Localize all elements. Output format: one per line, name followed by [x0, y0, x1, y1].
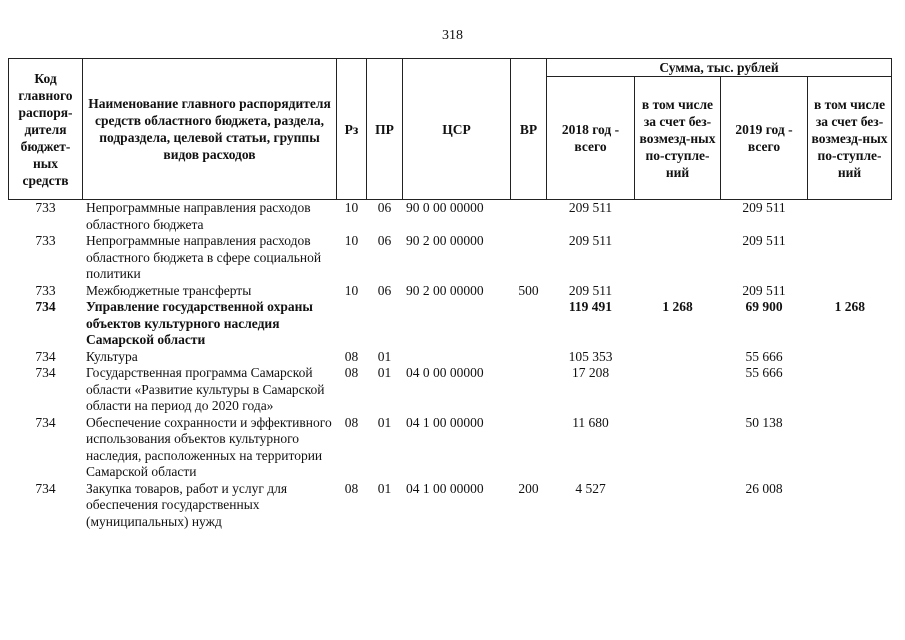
cell-2019-total: 55 666	[745, 348, 783, 364]
cell-vr: 500	[518, 282, 539, 298]
cell-name: Непрограммные направления расходов областного бюджета в сфере социальной политики	[86, 233, 322, 281]
header-sum: Сумма, тыс. рублей	[547, 59, 892, 77]
cell-csr: 04 1 00 00000	[406, 480, 484, 496]
table-header	[9, 59, 892, 200]
cell-2019-total: 50 138	[745, 414, 783, 430]
table-row	[9, 233, 892, 283]
cell-csr: 90 2 00 00000	[406, 282, 484, 298]
cell-2018-total: 209 511	[568, 282, 613, 298]
cell-2019-total: 55 666	[745, 365, 783, 380]
cell-2018-total: 209 511	[568, 233, 613, 248]
cell-rz: 08	[344, 348, 359, 364]
cell-2018-incl	[635, 233, 721, 283]
cell-2019-incl	[808, 481, 892, 531]
table-body	[9, 200, 892, 531]
cell-csr: 04 1 00 00000	[406, 414, 484, 430]
cell-2018-incl	[635, 481, 721, 531]
cell-2018-total: 119 491	[568, 299, 613, 314]
cell-code: 733	[35, 200, 56, 215]
cell-2018-incl: 1 268	[662, 299, 693, 314]
cell-2019-total: 209 511	[742, 200, 786, 215]
cell-pr: 06	[377, 233, 392, 248]
cell-2019-total: 69 900	[745, 299, 783, 314]
cell-2019-incl	[808, 283, 892, 300]
table-row	[9, 365, 892, 415]
header-pr: ПР	[367, 59, 403, 200]
cell-csr: 04 0 00 00000	[406, 365, 484, 380]
cell-name: Государственная программа Самарской области «Развитие культуры в Самарской области на период до 2020 года»	[86, 365, 325, 413]
table-row	[9, 283, 892, 300]
cell-code: 734	[35, 365, 56, 380]
cell-2018-incl	[635, 415, 721, 481]
cell-name: Управление государственной охраны объектов культурного наследия Самарской области	[86, 299, 313, 347]
cell-2019-total: 209 511	[742, 233, 786, 248]
table-row	[9, 415, 892, 481]
cell-2019-incl	[808, 415, 892, 481]
cell-2019-incl	[808, 349, 892, 366]
cell-rz: 10	[344, 200, 359, 215]
cell-vr	[511, 365, 547, 415]
cell-name: Обеспечение сохранности и эффективного использования объектов культурного наследия, расположенных на территории Самарской области	[86, 414, 332, 479]
cell-csr: 90 0 00 00000	[406, 200, 484, 215]
cell-csr	[403, 299, 511, 349]
cell-vr	[511, 415, 547, 481]
budget-table	[8, 58, 892, 530]
cell-name: Непрограммные направления расходов областного бюджета	[86, 200, 311, 232]
cell-pr: 01	[377, 348, 392, 364]
cell-vr	[511, 200, 547, 234]
header-2018-total: 2018 год - всего	[547, 77, 635, 200]
cell-rz: 10	[344, 233, 359, 248]
cell-pr	[367, 299, 403, 349]
cell-code: 734	[35, 480, 56, 496]
cell-code: 733	[35, 233, 56, 248]
cell-vr: 200	[518, 480, 539, 496]
cell-pr: 01	[377, 480, 392, 496]
table-row	[9, 481, 892, 531]
cell-2018-total: 17 208	[571, 365, 610, 380]
cell-code: 733	[35, 282, 56, 298]
cell-rz: 10	[344, 282, 359, 298]
cell-2019-total: 26 008	[745, 480, 783, 496]
cell-vr	[511, 299, 547, 349]
cell-2018-incl	[635, 349, 721, 366]
cell-pr: 06	[377, 282, 392, 298]
cell-2018-incl	[635, 283, 721, 300]
cell-2018-total: 209 511	[568, 200, 613, 215]
cell-rz: 08	[344, 480, 359, 496]
header-csr: ЦСР	[403, 59, 511, 200]
cell-name: Межбюджетные трансферты	[86, 282, 252, 298]
cell-code: 734	[35, 414, 56, 430]
header-code: Код главного распоря-дителя бюджет-ных средств	[9, 59, 83, 200]
table-row	[9, 299, 892, 349]
cell-2018-total: 105 353	[568, 348, 613, 364]
cell-name: Культура	[86, 348, 138, 364]
cell-2019-incl	[808, 233, 892, 283]
cell-rz	[337, 299, 367, 349]
cell-2018-incl	[635, 200, 721, 234]
cell-2018-incl	[635, 365, 721, 415]
cell-2018-total: 11 680	[572, 414, 609, 430]
cell-2018-total: 4 527	[575, 480, 606, 496]
page-number: 318	[442, 28, 463, 43]
header-2018-incl: в том числе за счет без-возмезд-ных по-ступле-ний	[635, 77, 721, 200]
cell-vr	[511, 349, 547, 366]
cell-csr: 90 2 00 00000	[406, 233, 484, 248]
cell-name: Закупка товаров, работ и услуг для обеспечения государственных (муниципальных) нужд	[86, 480, 288, 529]
cell-code: 734	[35, 299, 56, 314]
cell-pr: 06	[377, 200, 392, 215]
cell-csr	[403, 349, 511, 366]
cell-pr: 01	[377, 365, 392, 380]
header-rz: Рз	[337, 59, 367, 200]
cell-pr: 01	[377, 414, 392, 430]
header-2019-incl: в том числе за счет без-возмезд-ных по-ступле-ний	[808, 77, 892, 200]
header-2019-total: 2019 год - всего	[721, 77, 808, 200]
cell-rz: 08	[344, 365, 359, 380]
cell-code: 734	[35, 348, 56, 364]
header-vr: ВР	[511, 59, 547, 200]
table-row	[9, 349, 892, 366]
header-name: Наименование главного распорядителя средств областного бюджета, раздела, подраздела, целевой статьи, группы видов расходов	[83, 59, 337, 200]
cell-2019-incl	[808, 200, 892, 234]
cell-2019-total: 209 511	[742, 282, 786, 298]
cell-rz: 08	[344, 414, 359, 430]
table-row	[9, 200, 892, 234]
cell-2019-incl: 1 268	[834, 299, 865, 314]
cell-2019-incl	[808, 365, 892, 415]
cell-vr	[511, 233, 547, 283]
